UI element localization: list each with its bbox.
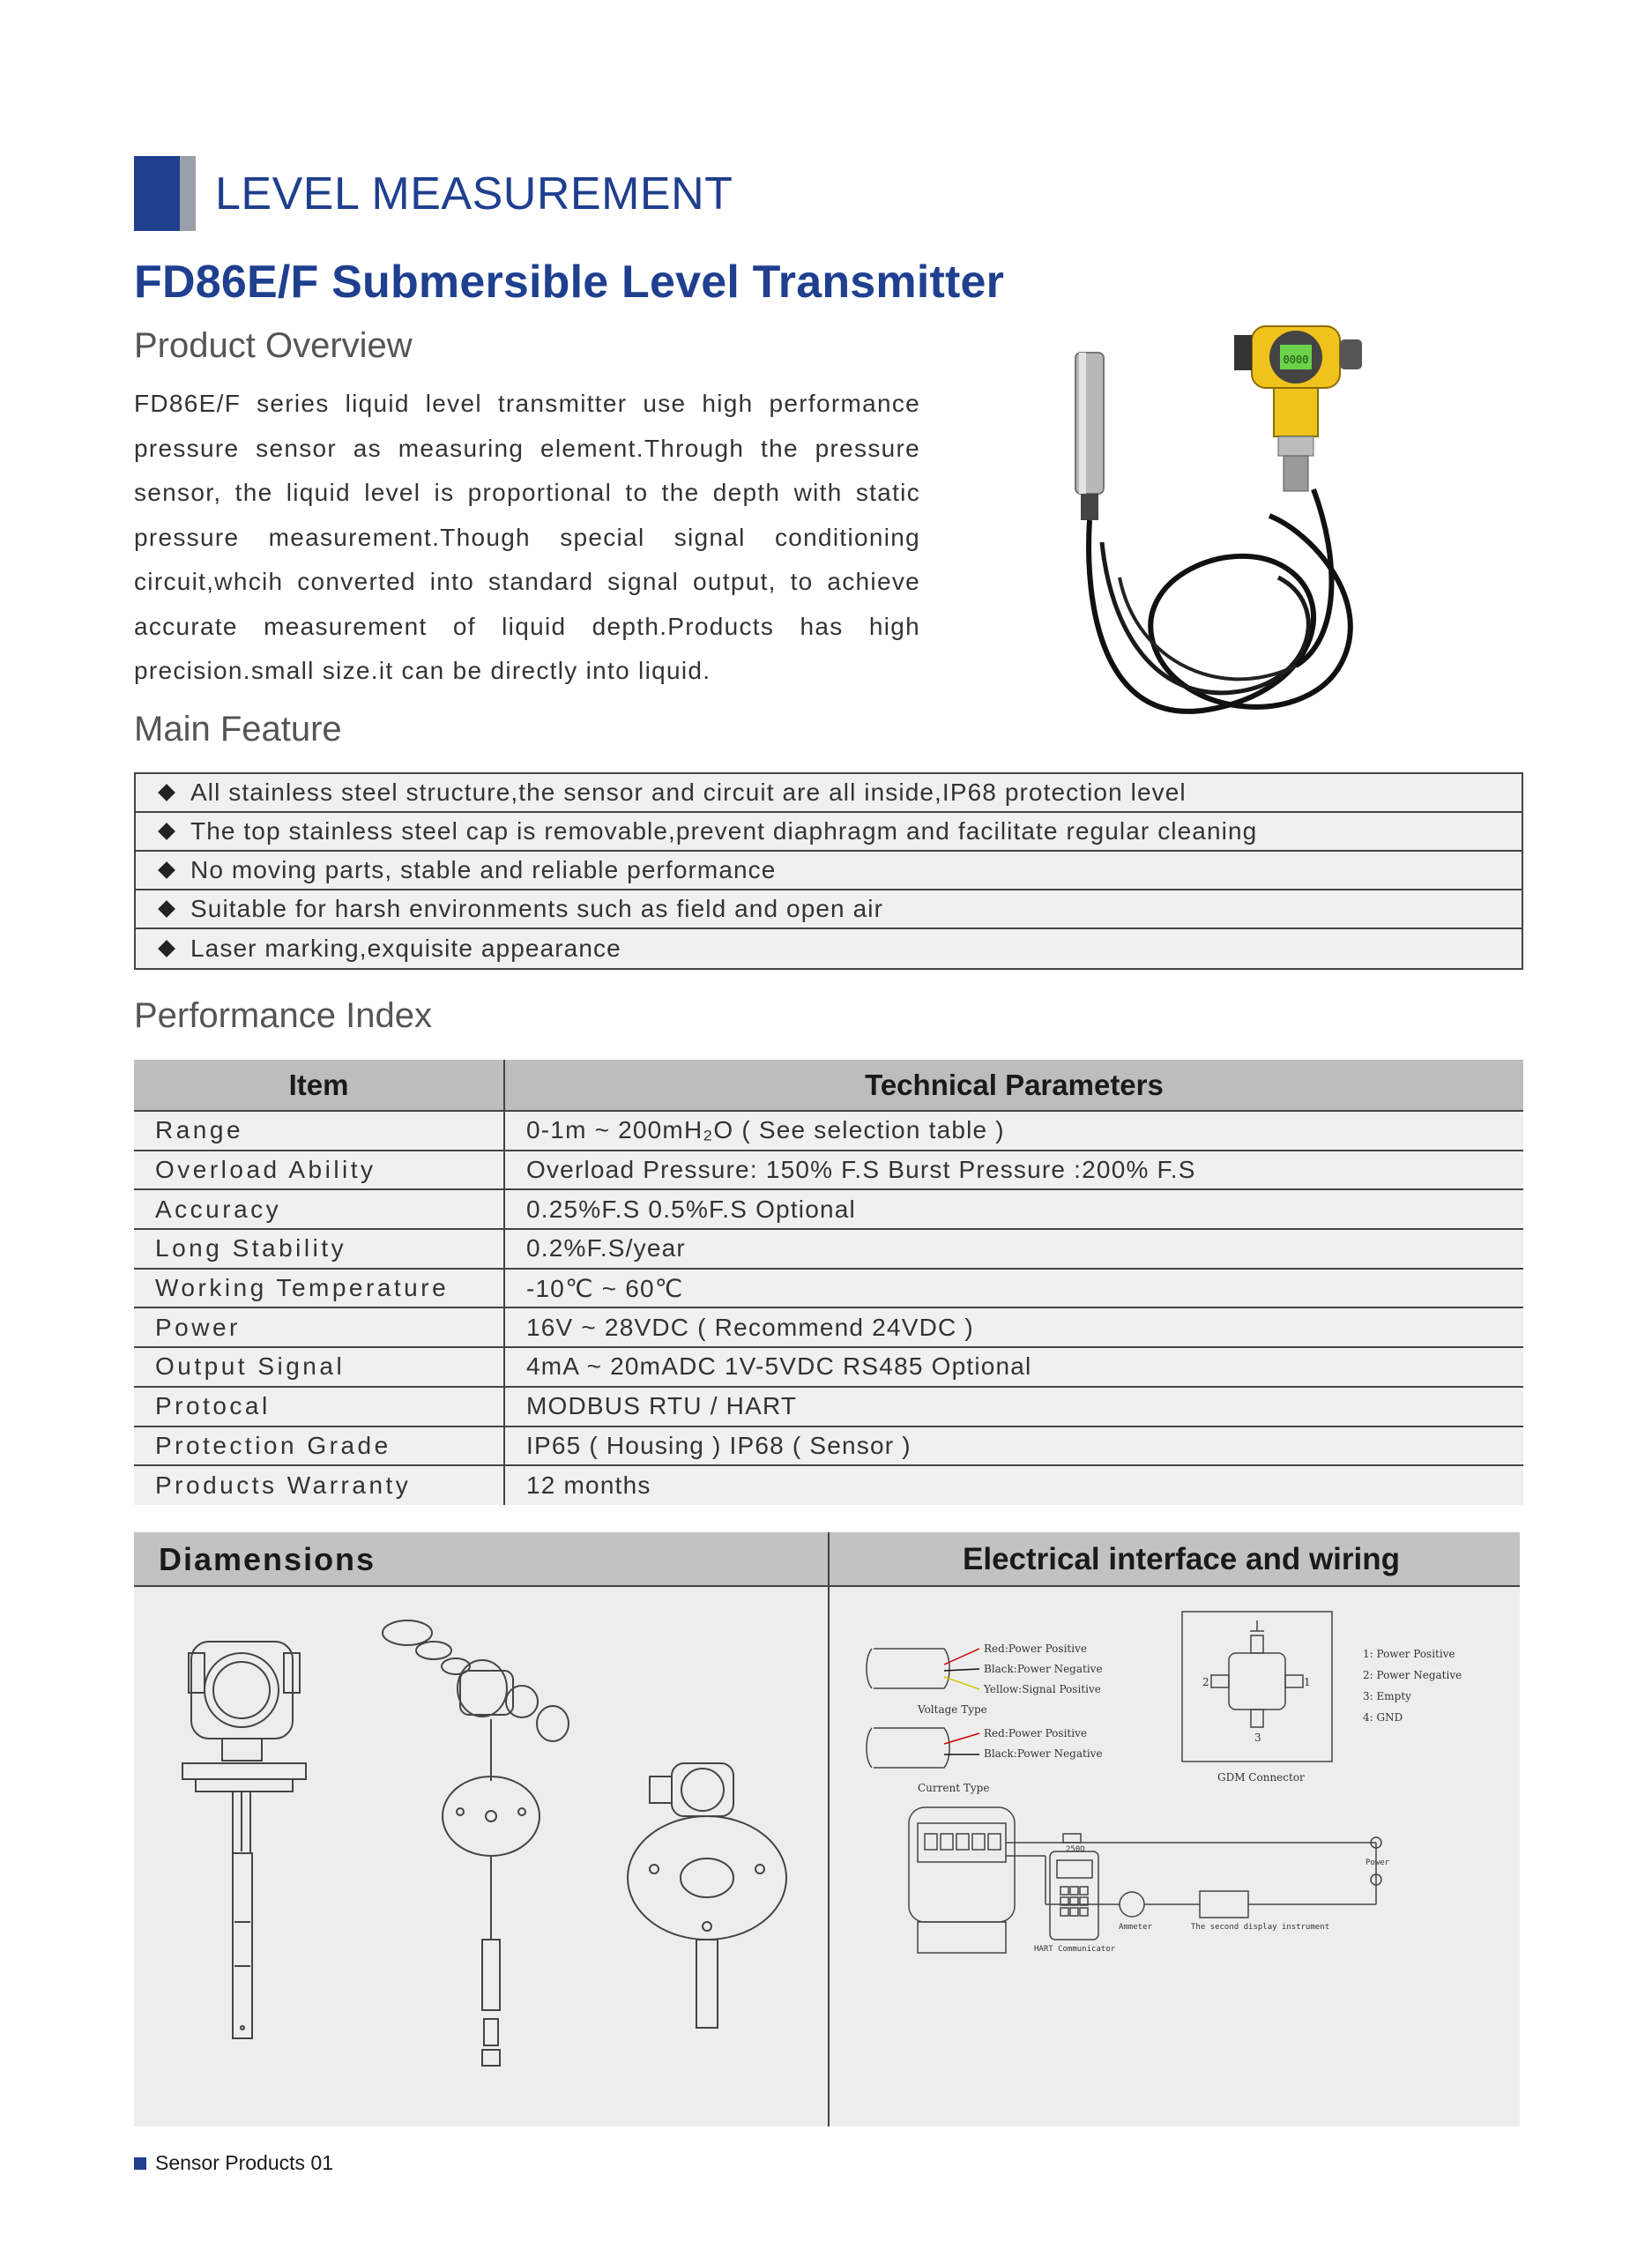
row-param: 0.2%F.S/year bbox=[504, 1229, 1523, 1269]
feature-item: The top stainless steel cap is removable,prevent diaphragm and facilitate regular cleaning bbox=[136, 813, 1522, 852]
banner-title: LEVEL MEASUREMENT bbox=[215, 168, 733, 220]
features-heading: Main Feature bbox=[134, 710, 342, 749]
row-item: Protection Grade bbox=[134, 1426, 504, 1466]
row-param: -10℃ ~ 60℃ bbox=[504, 1269, 1523, 1308]
table-row bbox=[134, 1465, 1523, 1505]
table-row bbox=[134, 1189, 1523, 1229]
row-item: Products Warranty bbox=[134, 1465, 504, 1505]
pin-number-1: 1 bbox=[1304, 1676, 1311, 1688]
row-item: Power bbox=[134, 1307, 504, 1347]
pin-number-3: 3 bbox=[1254, 1732, 1261, 1744]
dimensions-wiring-panel bbox=[134, 1532, 1520, 2127]
diamond-bullet-icon bbox=[158, 940, 175, 957]
transmitter-exploded-drawing bbox=[383, 1620, 569, 2066]
voltage-label-black: Black:Power Negative bbox=[984, 1663, 1103, 1675]
overview-heading: Product Overview bbox=[134, 326, 413, 365]
pin-4-label: 4: GND bbox=[1363, 1711, 1403, 1724]
row-item: Range bbox=[134, 1111, 504, 1151]
section-banner bbox=[134, 156, 733, 231]
row-item: Protocal bbox=[134, 1387, 504, 1426]
row-param: 0-1m ~ 200mH₂O ( See selection table ) bbox=[504, 1111, 1523, 1151]
table-row bbox=[134, 1307, 1523, 1347]
feature-item: Suitable for harsh environments such as field and open air bbox=[136, 890, 1522, 929]
column-header-item: Item bbox=[134, 1060, 504, 1111]
row-param: 16V ~ 28VDC ( Recommend 24VDC ) bbox=[504, 1307, 1523, 1347]
wiring-title: Electrical interface and wiring bbox=[963, 1542, 1400, 1576]
voltage-type-label: Voltage Type bbox=[918, 1703, 987, 1716]
voltage-label-red: Red:Power Positive bbox=[984, 1642, 1087, 1655]
row-item: Long Stability bbox=[134, 1229, 504, 1269]
resistor-label: 250Ω bbox=[1066, 1845, 1085, 1854]
pin-3-label: 3: Empty bbox=[1363, 1690, 1411, 1702]
table-row bbox=[134, 1347, 1523, 1387]
power-label: Power bbox=[1366, 1858, 1390, 1867]
table-row bbox=[134, 1387, 1523, 1426]
table-row bbox=[134, 1151, 1523, 1190]
table-row bbox=[134, 1426, 1523, 1466]
ammeter-label: Ammeter bbox=[1119, 1923, 1152, 1932]
table-row bbox=[134, 1111, 1523, 1151]
diamond-bullet-icon bbox=[158, 784, 175, 801]
voltage-type-diagram bbox=[867, 1649, 979, 1689]
feature-item: All stainless steel structure,the sensor and circuit are all inside,IP68 protection level bbox=[136, 774, 1522, 813]
table-row bbox=[134, 1269, 1523, 1308]
pin-number-2: 2 bbox=[1202, 1676, 1209, 1688]
footer bbox=[134, 2151, 333, 2175]
banner-grey-block bbox=[180, 156, 196, 231]
performance-table bbox=[134, 1060, 1523, 1505]
voltage-label-yellow: Yellow:Signal Positive bbox=[984, 1683, 1101, 1695]
pin-1-label: 1: Power Positive bbox=[1363, 1648, 1455, 1660]
table-header-row bbox=[134, 1060, 1523, 1111]
column-header-parameters: Technical Parameters bbox=[504, 1060, 1523, 1111]
row-param: 4mA ~ 20mADC 1V-5VDC RS485 Optional bbox=[504, 1347, 1523, 1387]
dimensions-title: Diamensions bbox=[159, 1541, 376, 1577]
row-param: 0.25%F.S 0.5%F.S Optional bbox=[504, 1189, 1523, 1229]
display-readout: 0000 bbox=[1283, 354, 1309, 366]
dimension-drawings bbox=[134, 1587, 828, 2127]
connector-label: GDM Connector bbox=[1217, 1771, 1305, 1784]
row-item: Overload Ability bbox=[134, 1151, 504, 1190]
row-item: Output Signal bbox=[134, 1347, 504, 1387]
product-photo bbox=[1049, 313, 1472, 798]
row-param: MODBUS RTU / HART bbox=[504, 1387, 1523, 1426]
overview-text: FD86E/F series liquid level transmitter use high performance pressure sensor as measuring element.Through the pressure sensor, the liquid level is proportional to the depth with static pressure measurement.Though special signal conditioning circuit,whcih converted into standard signal output, to achieve accurate measurement of liquid depth.Products has high precision.small size.it can be directly into liquid. bbox=[134, 390, 920, 684]
wiring-drawings bbox=[830, 1587, 1520, 2127]
feature-item: No moving parts, stable and reliable performance bbox=[136, 852, 1522, 890]
hart-label: HART Communicator bbox=[1034, 1945, 1116, 1954]
row-item: Accuracy bbox=[134, 1189, 504, 1229]
diamond-bullet-icon bbox=[158, 861, 175, 879]
row-item: Working Temperature bbox=[134, 1269, 504, 1308]
feature-list bbox=[134, 772, 1523, 970]
row-param: IP65 ( Housing ) IP68 ( Sensor ) bbox=[504, 1426, 1523, 1466]
current-type-diagram bbox=[867, 1728, 979, 1768]
row-param: Overload Pressure: 150% F.S Burst Pressure :200% F.S bbox=[504, 1151, 1523, 1190]
transmitter-flange-drawing bbox=[628, 1763, 786, 2028]
product-title: FD86E/F Submersible Level Transmitter bbox=[134, 257, 1005, 308]
diamond-bullet-icon bbox=[158, 900, 175, 918]
footer-label: Sensor Products 01 bbox=[155, 2151, 334, 2174]
footer-square-icon bbox=[134, 2157, 146, 2170]
feature-item: Laser marking,exquisite appearance bbox=[136, 929, 1522, 968]
pin-2-label: 2: Power Negative bbox=[1363, 1669, 1462, 1681]
current-label-black: Black:Power Negative bbox=[984, 1747, 1103, 1760]
diamond-bullet-icon bbox=[158, 823, 175, 840]
banner-blue-block bbox=[134, 156, 180, 231]
current-label-red: Red:Power Positive bbox=[984, 1727, 1087, 1739]
transmitter-assembled-drawing bbox=[182, 1642, 306, 2038]
performance-heading: Performance Index bbox=[134, 996, 432, 1035]
second-display-label: The second display instrument bbox=[1191, 1923, 1330, 1932]
current-type-label: Current Type bbox=[918, 1782, 990, 1794]
table-row bbox=[134, 1229, 1523, 1269]
row-param: 12 months bbox=[504, 1465, 1523, 1505]
